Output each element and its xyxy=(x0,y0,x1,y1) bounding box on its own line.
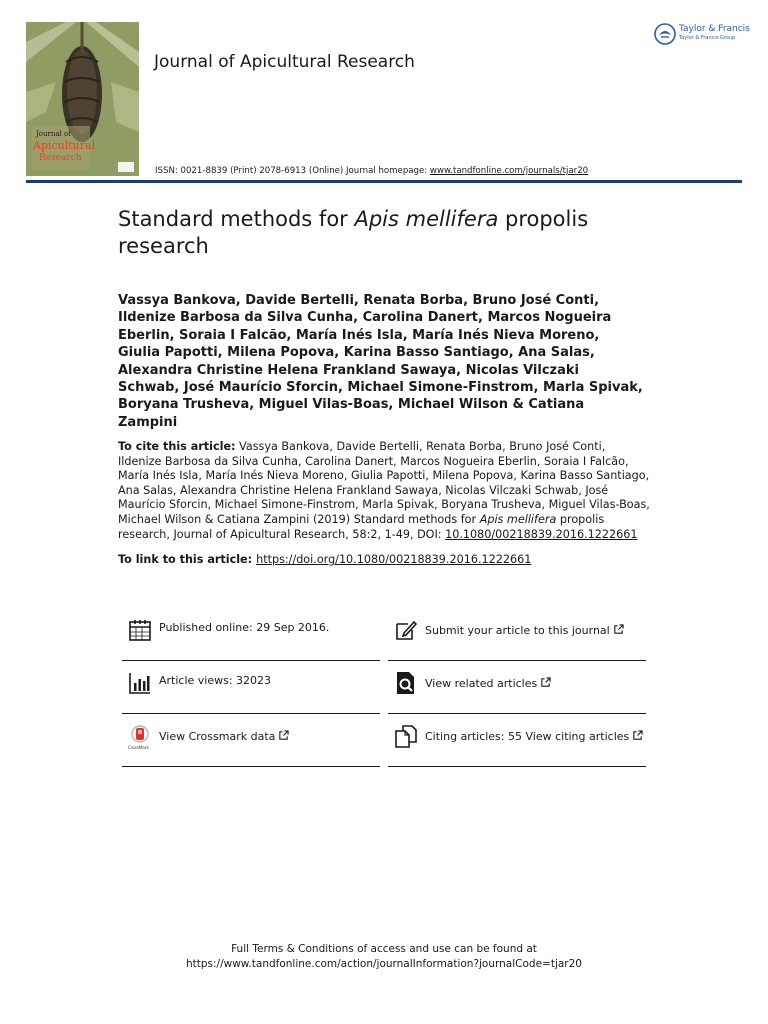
citation-species: Apis mellifera xyxy=(479,512,557,526)
external-link-icon xyxy=(278,730,289,741)
citation-text-post: propolis research, Journal of Apicultural Research, 58:2, 1-49, DOI: xyxy=(118,512,605,541)
issn-line xyxy=(155,166,588,176)
publisher-name: Taylor & Francis xyxy=(679,24,750,34)
footer-terms-link[interactable]: https://www.tandfonline.com/action/journalInformation?journalCode=tjar20 xyxy=(186,958,582,970)
crossmark-text[interactable]: View Crossmark data xyxy=(159,730,276,743)
grid-divider xyxy=(388,660,646,661)
published-online-label: Published online: 29 Sep 2016. xyxy=(159,621,330,634)
citation-block xyxy=(118,440,651,542)
cover-title-line3: Research xyxy=(39,153,82,163)
grid-divider xyxy=(388,713,646,714)
footer-line-1: Full Terms & Conditions of access and use can be found at xyxy=(231,943,537,955)
cover-title-line1: Journal of xyxy=(36,130,71,138)
related-articles-label[interactable] xyxy=(425,677,551,690)
link-label: To link to this article: xyxy=(118,553,253,566)
external-link-icon xyxy=(632,730,643,741)
crossmark[interactable] xyxy=(122,720,380,772)
journal-title[interactable]: Journal of Apicultural Research xyxy=(154,52,415,72)
publisher-group: Taylor & Francis Group xyxy=(679,35,736,41)
citing-articles[interactable] xyxy=(388,720,646,772)
article-title xyxy=(118,206,638,260)
article-link-line xyxy=(118,553,651,566)
crossmark-logo-text: CrossMark xyxy=(128,745,149,750)
cover-title-line2: Apicultural xyxy=(33,139,96,152)
related-articles-text[interactable]: View related articles xyxy=(425,677,538,690)
issn-text: ISSN: 0021-8839 (Print) 2078-6913 (Online) Journal homepage: xyxy=(155,166,430,176)
related-articles[interactable] xyxy=(388,667,646,719)
header-divider xyxy=(26,180,742,183)
bar-chart-icon xyxy=(128,671,152,695)
grid-divider xyxy=(122,660,380,661)
submit-article-text[interactable]: Submit your article to this journal xyxy=(425,624,610,637)
citation-label: To cite this article: xyxy=(118,440,236,453)
journal-homepage-link[interactable]: www.tandfonline.com/journals/tjar20 xyxy=(429,166,589,176)
citation-doi-link[interactable]: 10.1080/00218839.2016.1222661 xyxy=(445,527,638,541)
article-views xyxy=(122,667,380,719)
external-link-icon xyxy=(613,624,624,635)
article-title-species: Apis mellifera xyxy=(354,207,499,231)
calendar-icon xyxy=(128,618,152,642)
published-online xyxy=(122,614,380,666)
footer-terms xyxy=(0,942,768,972)
grid-divider xyxy=(122,713,380,714)
citation-text-pre: Vassya Bankova, Davide Bertelli, Renata Borba, Bruno José Conti, Ildenize Barbosa da Silva Cunha, Carolina Danert, Marcos Nogueira Eberlin, Soraia I Falcão, María Inés Isla, María Inés Nieva Moreno, Giulia Papotti, Milena Popova, Karina Basso Santiago, Ana Salas, Alexandra Christine Helena Frankland Sawaya, Nicolas Vilczaki Schwab, José Maurício Sforcin, Michael Simone-Finstrom, Marla Spivak, Boryana Trusheva, Miguel Vilas-Boas, Michael Wilson & Catiana Zampini (2019) Standard methods for xyxy=(118,440,650,526)
publisher-logo-icon xyxy=(654,22,678,46)
citing-articles-text[interactable]: Citing articles: 55 View citing articles xyxy=(425,730,630,743)
article-title-pre: Standard methods for xyxy=(118,207,355,231)
citing-documents-icon xyxy=(394,724,418,748)
article-title-post: propolis research xyxy=(118,207,589,258)
edit-icon xyxy=(394,618,418,642)
submit-article[interactable] xyxy=(388,614,646,666)
article-doi-link[interactable]: https://doi.org/10.1080/00218839.2016.1222661 xyxy=(256,553,532,566)
grid-divider xyxy=(122,766,380,767)
citing-articles-label[interactable] xyxy=(425,730,643,743)
submit-article-label[interactable] xyxy=(425,624,624,637)
journal-cover-image xyxy=(26,22,139,176)
crossmark-label[interactable] xyxy=(159,730,289,743)
external-link-icon xyxy=(540,677,551,688)
author-list: Vassya Bankova, Davide Bertelli, Renata Borba, Bruno José Conti, Ildenize Barbosa da Silva Cunha, Carolina Danert, Marcos Nogueira Eberlin, Soraia I Falcão, María Inés Isla, María Inés Nieva Moreno, Giulia Papotti, Milena Popova, Karina Basso Santiago, Ana Salas, Alexandra Christine Helena Frankland Sawaya, Nicolas Vilczaki Schwab, José Maurício Sforcin, Michael Simone-Finstrom, Marla Spivak, Boryana Trusheva, Miguel Vilas-Boas, Michael Wilson & Catiana Zampini xyxy=(118,293,643,430)
document-search-icon xyxy=(394,671,418,695)
article-views-label: Article views: 32023 xyxy=(159,674,272,687)
grid-divider xyxy=(388,766,646,767)
